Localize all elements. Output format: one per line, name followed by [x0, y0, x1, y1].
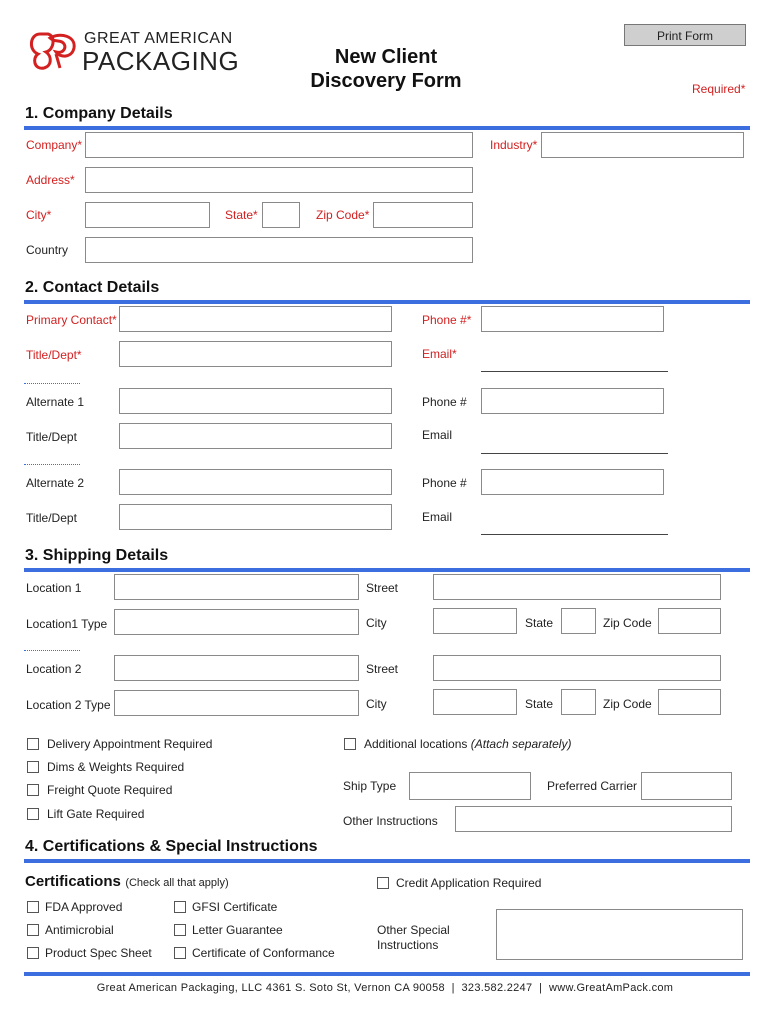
certifications-title: Certifications: [25, 873, 121, 890]
alternate-2-email-label: Email: [422, 510, 453, 524]
check-all-note: (Check all that apply): [125, 877, 229, 889]
cert-conformance-label: Certificate of Conformance: [192, 946, 335, 960]
section-divider: [24, 568, 750, 572]
delivery-appointment-label: Delivery Appointment Required: [47, 737, 213, 751]
zip-code-input[interactable]: [373, 202, 473, 228]
zip-code-label: Zip Code*: [316, 208, 370, 222]
country-input[interactable]: [85, 237, 473, 263]
city-2-input[interactable]: [433, 689, 517, 715]
street-1-input[interactable]: [433, 574, 721, 600]
dims-weights-checkbox[interactable]: [27, 761, 39, 773]
location-1-type-input[interactable]: [114, 609, 359, 635]
delivery-appointment-checkbox[interactable]: [27, 738, 39, 750]
company-input[interactable]: [85, 132, 473, 158]
location-2-input[interactable]: [114, 655, 359, 681]
city-1-input[interactable]: [433, 608, 517, 634]
fda-approved-checkbox[interactable]: [27, 901, 39, 913]
letter-guarantee-checkbox[interactable]: [174, 924, 186, 936]
separator-dots: [24, 650, 80, 651]
antimicrobial-checkbox[interactable]: [27, 924, 39, 936]
logo-line-1: GREAT AMERICAN: [84, 30, 233, 47]
primary-email-label: Email*: [422, 347, 457, 361]
location-1-type-label: Location1 Type: [26, 617, 108, 631]
primary-contact-input[interactable]: [119, 306, 392, 332]
primary-title-dept-input[interactable]: [119, 341, 392, 367]
alternate-2-title-dept-label: Title/Dept: [26, 511, 77, 525]
footer-divider: [24, 972, 750, 976]
lift-gate-checkbox[interactable]: [27, 808, 39, 820]
freight-quote-checkbox[interactable]: [27, 784, 39, 796]
credit-application-checkbox[interactable]: [377, 877, 389, 889]
attach-separately-text: (Attach separately): [470, 737, 572, 751]
alternate-1-email-input[interactable]: [481, 453, 668, 454]
form-title-line-2: Discovery Form: [310, 70, 462, 92]
city-2-label: City: [366, 697, 387, 711]
primary-phone-label: Phone #*: [422, 313, 472, 327]
alternate-1-title-dept-input[interactable]: [119, 423, 392, 449]
alternate-2-phone-input[interactable]: [481, 469, 664, 495]
product-spec-checkbox[interactable]: [27, 947, 39, 959]
section-divider: [24, 126, 750, 130]
zip-code-1-label: Zip Code: [603, 616, 652, 630]
primary-phone-input[interactable]: [481, 306, 664, 332]
city-label: City*: [26, 208, 52, 222]
form-title-line-1: New Client: [334, 46, 438, 68]
other-instructions-label: Other Instructions: [343, 814, 438, 828]
state-2-input[interactable]: [561, 689, 596, 715]
other-special-label-line-2: Instructions: [377, 938, 439, 952]
address-input[interactable]: [85, 167, 473, 193]
other-special-instructions-input[interactable]: [496, 909, 743, 960]
city-input[interactable]: [85, 202, 210, 228]
alternate-2-phone-label: Phone #: [422, 476, 467, 490]
certifications-heading: [25, 873, 229, 891]
alternate-1-title-dept-label: Title/Dept: [26, 430, 77, 444]
product-spec-label: Product Spec Sheet: [45, 946, 152, 960]
street-1-label: Street: [366, 581, 399, 595]
cert-conformance-checkbox[interactable]: [174, 947, 186, 959]
alternate-2-title-dept-input[interactable]: [119, 504, 392, 530]
logo-line-2: PACKAGING: [82, 46, 240, 76]
additional-locations-checkbox[interactable]: [344, 738, 356, 750]
alternate-2-label: Alternate 2: [26, 476, 85, 490]
alternate-1-email-label: Email: [422, 428, 453, 442]
street-2-label: Street: [366, 662, 399, 676]
ship-type-input[interactable]: [409, 772, 531, 800]
zip-code-1-input[interactable]: [658, 608, 721, 634]
dims-weights-label: Dims & Weights Required: [47, 760, 185, 774]
state-1-label: State: [525, 616, 554, 630]
other-special-label-line-1: Other Special: [377, 923, 450, 937]
primary-title-dept-label: Title/Dept*: [26, 348, 82, 362]
section-divider: [24, 859, 750, 863]
separator-dots: [24, 464, 80, 465]
additional-locations-text: Additional locations: [364, 737, 468, 751]
section-title-certifications: 4. Certifications & Special Instructions: [25, 838, 318, 855]
location-2-type-label: Location 2 Type: [26, 698, 111, 712]
zip-code-2-input[interactable]: [658, 689, 721, 715]
alternate-2-email-input[interactable]: [481, 534, 668, 535]
street-2-input[interactable]: [433, 655, 721, 681]
location-2-type-input[interactable]: [114, 690, 359, 716]
primary-email-input[interactable]: [481, 371, 668, 372]
logo-mark-icon: [26, 28, 80, 76]
state-label: State*: [225, 208, 258, 222]
state-2-label: State: [525, 697, 554, 711]
letter-guarantee-label: Letter Guarantee: [192, 923, 283, 937]
fda-approved-label: FDA Approved: [45, 900, 123, 914]
section-divider: [24, 300, 750, 304]
other-instructions-input[interactable]: [455, 806, 732, 832]
separator-dots: [24, 383, 80, 384]
antimicrobial-label: Antimicrobial: [45, 923, 114, 937]
required-note: Required*: [692, 82, 746, 96]
section-title-contact-details: 2. Contact Details: [25, 279, 160, 296]
industry-label: Industry*: [490, 138, 538, 152]
company-label: Company*: [26, 138, 83, 152]
industry-input[interactable]: [541, 132, 744, 158]
preferred-carrier-input[interactable]: [641, 772, 732, 800]
city-1-label: City: [366, 616, 387, 630]
state-input[interactable]: [262, 202, 300, 228]
location-1-label: Location 1: [26, 581, 82, 595]
company-logo: [26, 28, 246, 76]
alternate-1-phone-input[interactable]: [481, 388, 664, 414]
print-form-button[interactable]: Print Form: [624, 24, 746, 46]
alternate-1-label: Alternate 1: [26, 395, 85, 409]
address-label: Address*: [26, 173, 75, 187]
country-label: Country: [26, 243, 69, 257]
location-1-input[interactable]: [114, 574, 359, 600]
credit-application-label: Credit Application Required: [396, 876, 542, 890]
state-1-input[interactable]: [561, 608, 596, 634]
ship-type-label: Ship Type: [343, 779, 397, 793]
preferred-carrier-label: Preferred Carrier: [547, 779, 638, 793]
gfsi-certificate-checkbox[interactable]: [174, 901, 186, 913]
alternate-1-input[interactable]: [119, 388, 392, 414]
additional-locations-label: [364, 737, 571, 751]
alternate-1-phone-label: Phone #: [422, 395, 467, 409]
location-2-label: Location 2: [26, 662, 82, 676]
primary-contact-label: Primary Contact*: [26, 313, 117, 327]
alternate-2-input[interactable]: [119, 469, 392, 495]
section-title-company-details: 1. Company Details: [25, 105, 173, 122]
section-title-shipping-details: 3. Shipping Details: [25, 547, 169, 564]
footer-text: Great American Packaging, LLC 4361 S. Soto St, Vernon CA 90058 | 323.582.2247 | www.GreatAmPack.com: [96, 982, 674, 994]
zip-code-2-label: Zip Code: [603, 697, 652, 711]
lift-gate-label: Lift Gate Required: [47, 807, 145, 821]
freight-quote-label: Freight Quote Required: [47, 783, 173, 797]
gfsi-certificate-label: GFSI Certificate: [192, 900, 278, 914]
